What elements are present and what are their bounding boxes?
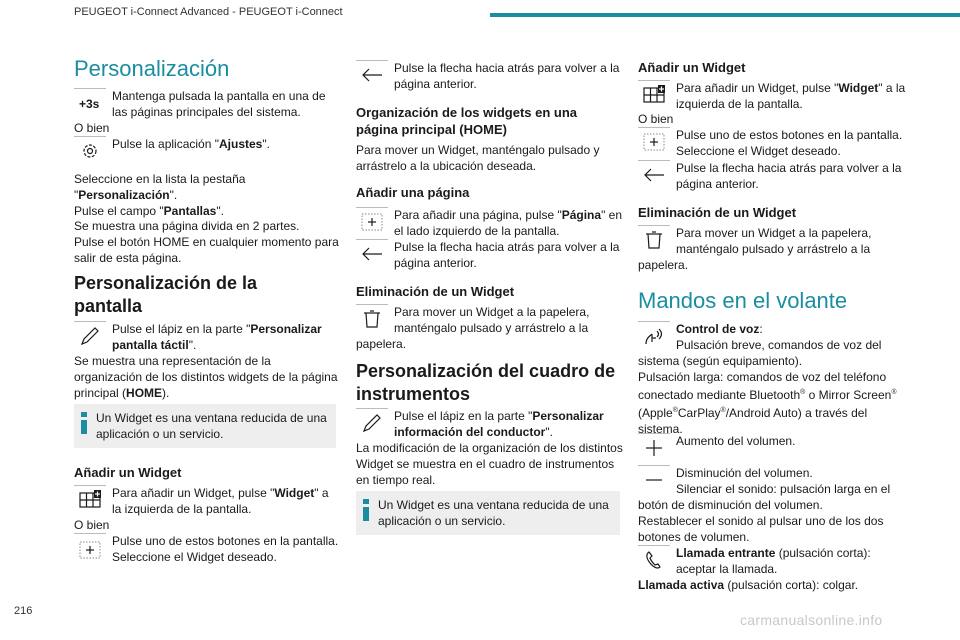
item-text: Para añadir un Widget, pulse "Widget" a la izquierda de la pantalla. <box>676 81 906 111</box>
item-text: Pulse el lápiz en la parte "Personalizar información del conductor". <box>394 409 604 439</box>
widget-grid-icon <box>638 80 670 108</box>
add-box-icon <box>74 533 106 565</box>
voice-control-icon <box>638 321 670 349</box>
item-text: Pulse la flecha hacia atrás para volver a la página anterior. <box>676 161 902 191</box>
item-text: Disminución del volumen. Silenciar el sonido: pulsación larga en el <box>676 466 891 496</box>
note-text: Un Widget es una ventana reducida de una aplicación o un servicio. <box>96 411 327 441</box>
item-text: Mantenga pulsada la pantalla en una de las páginas principales del sistema. <box>112 89 326 119</box>
add-box-icon <box>356 207 388 235</box>
paragraph: Pulse el campo "Pantallas". <box>74 204 224 218</box>
paragraph: botón de disminución del volumen. <box>638 498 823 512</box>
o-bien: O bien <box>638 112 674 126</box>
heading-personalizacion-pantalla: Personalización de la pantalla <box>74 273 258 316</box>
arrow-left-icon <box>356 239 388 267</box>
pencil-icon <box>356 408 388 436</box>
info-icon <box>81 412 87 434</box>
plus-icon <box>638 433 670 461</box>
item-text: Llamada entrante (pulsación corta): aceptar la llamada. <box>676 546 871 576</box>
paragraph: Se muestra una página divida en 2 partes. <box>74 219 300 233</box>
page-number: 216 <box>14 605 33 617</box>
running-header: PEUGEOT i-Connect Advanced - PEUGEOT i-Connect <box>74 6 343 18</box>
section-title-mandos-volante: Mandos en el volante <box>638 288 848 313</box>
trash-icon <box>638 225 670 253</box>
paragraph: La modificación de la organización de los distintos Widget se muestra en el cuadro de instrumentos en tiempo real. <box>356 441 623 487</box>
heading-eliminacion-widget: Eliminación de un Widget <box>356 284 515 299</box>
info-icon <box>363 499 369 521</box>
paragraph: Seleccione en la lista la pestaña "Personalización". <box>74 172 246 202</box>
item-text: Pulse el lápiz en la parte "Personalizar pantalla táctil". <box>112 322 322 352</box>
note-text: Un Widget es una ventana reducida de una aplicación o un servicio. <box>378 498 609 528</box>
heading-eliminacion-widget: Eliminación de un Widget <box>638 205 797 220</box>
paragraph: Restablecer el sonido al pulsar uno de los dos botones de volumen. <box>638 514 884 544</box>
svg-text:+3s: +3s <box>79 96 100 111</box>
paragraph: Para mover un Widget, manténgalo pulsado y arrástrelo a la ubicación deseada. <box>356 143 600 173</box>
arrow-left-icon <box>356 60 388 88</box>
item-text: Para mover un Widget a la papelera, manténgalo pulsado y arrástrelo a la <box>394 305 590 335</box>
paragraph: Pulse el botón HOME en cualquier momento para salir de esta página. <box>74 235 339 265</box>
phone-icon <box>638 545 670 573</box>
header-accent-bar <box>490 13 960 17</box>
paragraph: sistema (según equipamiento). <box>638 354 803 368</box>
trash-icon <box>356 304 388 332</box>
heading-personalizacion-cuadro: Personalización del cuadro de instrumentos <box>356 361 616 404</box>
heading-anadir-widget: Añadir un Widget <box>74 465 182 480</box>
item-text: Pulse uno de estos botones en la pantalla. Seleccione el Widget deseado. <box>112 534 339 564</box>
paragraph: Llamada activa (pulsación corta): colgar. <box>638 578 859 592</box>
item-text: Pulse uno de estos botones en la pantalla. Seleccione el Widget deseado. <box>676 128 903 158</box>
item-text: Para añadir un Widget, pulse "Widget" a la izquierda de la pantalla. <box>112 486 329 516</box>
paragraph: papelera. <box>638 258 689 272</box>
add-box-icon <box>638 127 670 155</box>
item-text: Para añadir una página, pulse "Página" en el lado izquierdo de la pantalla. <box>394 208 623 238</box>
paragraph: papelera. <box>356 337 407 351</box>
item-text: Aumento del volumen. <box>676 434 796 448</box>
item-text: Pulse la flecha hacia atrás para volver a la página anterior. <box>394 240 620 270</box>
widget-grid-icon <box>74 485 106 513</box>
item-text: Para mover un Widget a la papelera, manténgalo pulsado y arrástrelo a la <box>676 226 872 256</box>
o-bien: O bien <box>74 121 110 135</box>
heading-anadir-pagina: Añadir una página <box>356 185 470 200</box>
info-note <box>356 491 620 535</box>
watermark: carmanualsonline.info <box>740 612 883 628</box>
gear-icon <box>74 136 106 164</box>
item-text: Pulse la flecha hacia atrás para volver a la página anterior. <box>394 61 620 91</box>
info-note <box>74 404 336 448</box>
item-text: Pulse la aplicación "Ajustes". <box>112 137 270 151</box>
o-bien: O bien <box>74 518 110 532</box>
item-text: Control de voz: Pulsación breve, comandos de voz del <box>676 322 882 352</box>
heading-organizacion-widgets: Organización de los widgets en una página principal (HOME) <box>356 105 578 137</box>
minus-icon <box>638 465 670 493</box>
paragraph: Pulsación larga: comandos de voz del teléfono conectado mediante Bluetooth® o Mirror Screen® (Apple®CarPlay®/Android Auto) a través del sistema. <box>638 370 897 436</box>
press-3s-icon <box>74 88 106 116</box>
pencil-icon <box>74 321 106 349</box>
arrow-left-icon <box>638 160 670 188</box>
section-title-personalizacion: Personalización <box>74 56 230 81</box>
heading-anadir-widget: Añadir un Widget <box>638 60 746 75</box>
paragraph: Se muestra una representación de la organización de los distintos widgets de la página principal (HOME). <box>74 354 338 400</box>
